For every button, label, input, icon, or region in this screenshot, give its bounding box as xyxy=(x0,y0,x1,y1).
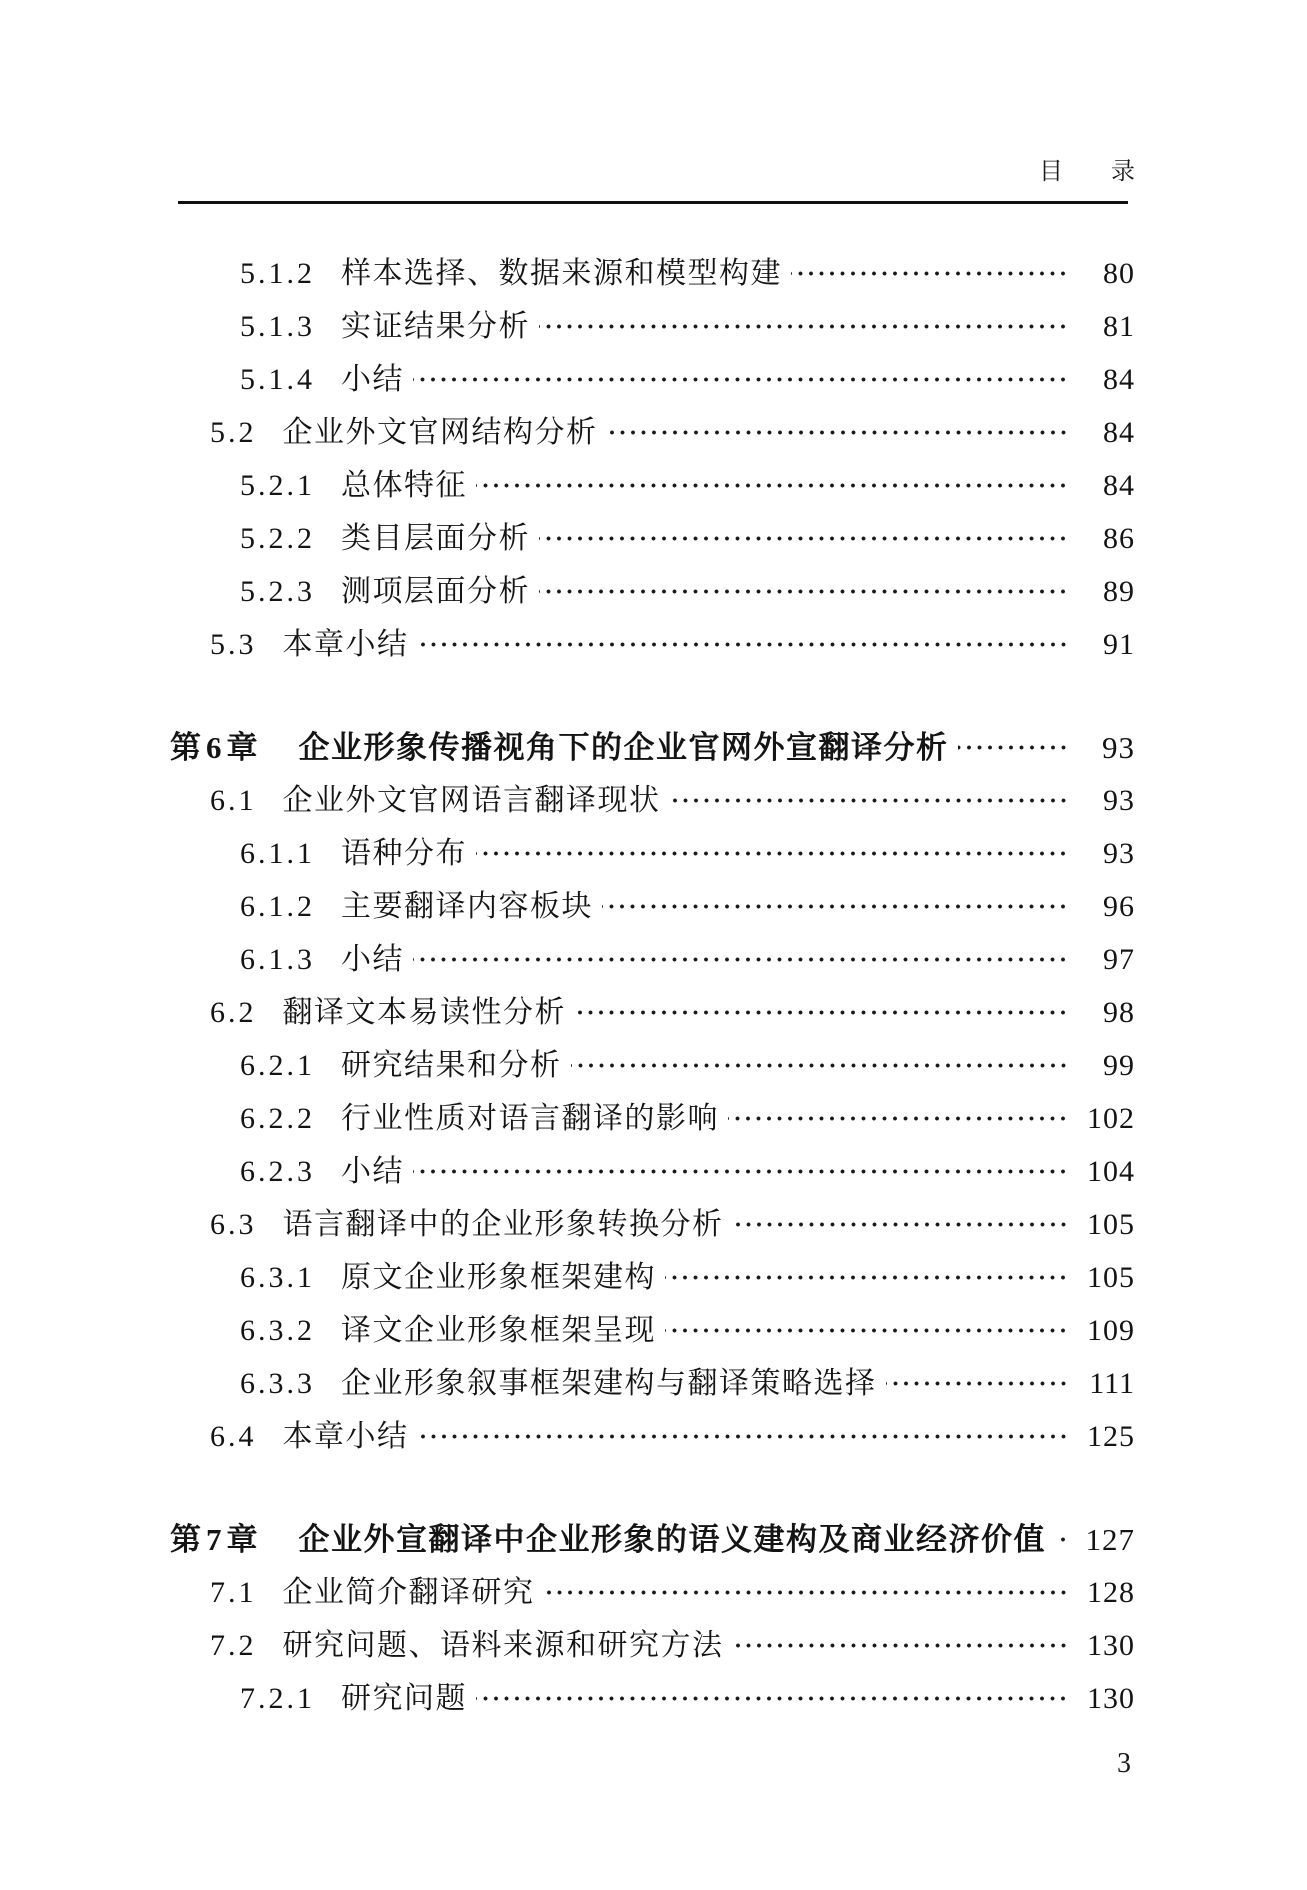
toc-leader-dots xyxy=(413,377,1071,382)
toc-entry xyxy=(0,1357,1135,1410)
toc-entry-number: 6.1.3 xyxy=(240,942,315,976)
toc-entry-number: 6.3.1 xyxy=(240,1260,315,1294)
toc-entry xyxy=(0,1410,1135,1463)
toc-entry-number: 7.1 xyxy=(210,1575,257,1609)
toc-leader-dots xyxy=(418,642,1072,647)
toc-entry-title: 样本选择、数据来源和模型构建 xyxy=(341,256,782,290)
toc-entry-page: 125 xyxy=(1087,1419,1135,1453)
toc-entry-title: 小结 xyxy=(341,362,404,396)
toc-entry-title: 语种分布 xyxy=(341,836,467,870)
toc-entry-page: 93 xyxy=(1103,783,1135,817)
toc-leader-dots xyxy=(670,798,1072,803)
toc-entry-title: 研究问题、语料来源和研究方法 xyxy=(282,1628,724,1662)
toc-entry-title: 翻译文本易读性分析 xyxy=(282,995,566,1029)
toc-entry xyxy=(0,459,1135,512)
toc-leader-dots xyxy=(791,271,1071,276)
toc-leader-dots xyxy=(539,589,1071,594)
toc-leader-dots xyxy=(607,430,1072,435)
toc-entry xyxy=(0,721,1135,774)
toc-entry xyxy=(0,1145,1135,1198)
toc-entry-title: 企业外宣翻译中企业形象的语义建构及商业经济价值 xyxy=(298,1522,1046,1557)
toc-entry xyxy=(0,353,1135,406)
toc-leader-dots xyxy=(958,745,1072,750)
toc-entry-title: 企业形象传播视角下的企业官网外宣翻译分析 xyxy=(298,730,949,765)
toc-entry-number: 6.1.2 xyxy=(240,889,315,923)
toc-entry-page: 96 xyxy=(1103,889,1135,923)
toc-entry xyxy=(0,1198,1135,1251)
toc-entry-page: 104 xyxy=(1087,1154,1135,1188)
toc-entry-title: 研究问题 xyxy=(341,1681,467,1715)
toc-entry-title: 实证结果分析 xyxy=(341,309,530,343)
toc-entry-page: 84 xyxy=(1103,415,1135,449)
toc-entry-page: 99 xyxy=(1103,1048,1135,1082)
toc-leader-dots xyxy=(539,324,1071,329)
toc-entry-title: 企业外文官网语言翻译现状 xyxy=(282,783,661,817)
toc-entry-page: 105 xyxy=(1087,1207,1135,1241)
toc-entry xyxy=(0,1566,1135,1619)
toc-entry-number: 6.3.3 xyxy=(240,1366,315,1400)
toc-entry-page: 130 xyxy=(1087,1681,1135,1715)
toc-leader-dots xyxy=(575,1010,1071,1015)
toc-entry-number: 6.2.3 xyxy=(240,1154,315,1188)
toc-entry-page: 93 xyxy=(1102,730,1135,765)
toc-leader-dots xyxy=(886,1381,1072,1386)
toc-entry-page: 93 xyxy=(1103,836,1135,870)
toc-list xyxy=(0,247,1307,1725)
page-header-title: 目 录 xyxy=(1039,159,1135,185)
toc-entry xyxy=(0,247,1135,300)
toc-leader-dots xyxy=(733,1222,1072,1227)
toc-entry-number: 7.2.1 xyxy=(240,1681,315,1715)
toc-entry-number: 第7章 xyxy=(170,1522,263,1557)
toc-entry-title: 原文企业形象框架建构 xyxy=(341,1260,656,1294)
toc-entry-page: 111 xyxy=(1089,1366,1135,1400)
toc-entry-number: 6.3.2 xyxy=(240,1313,315,1347)
toc-entry-number: 6.2 xyxy=(210,995,257,1029)
toc-entry-title: 本章小结 xyxy=(282,1419,409,1453)
toc-entry xyxy=(0,1251,1135,1304)
toc-entry-number: 5.1.4 xyxy=(240,362,315,396)
toc-entry xyxy=(0,774,1135,827)
toc-leader-dots xyxy=(476,483,1071,488)
toc-entry-number: 6.2.1 xyxy=(240,1048,315,1082)
toc-entry-page: 84 xyxy=(1103,468,1135,502)
toc-leader-dots xyxy=(413,1169,1071,1174)
toc-entry xyxy=(0,880,1135,933)
toc-entry-page: 97 xyxy=(1103,942,1135,976)
toc-entry-number: 第6章 xyxy=(170,730,263,765)
toc-entry-page: 84 xyxy=(1103,362,1135,396)
toc-entry-number: 5.2 xyxy=(210,415,257,449)
toc-entry xyxy=(0,300,1135,353)
toc-entry-number: 6.2.2 xyxy=(240,1101,315,1135)
toc-leader-dots xyxy=(665,1275,1071,1280)
toc-entry-title: 小结 xyxy=(341,1154,404,1188)
toc-entry-page: 109 xyxy=(1087,1313,1135,1347)
toc-entry xyxy=(0,933,1135,986)
toc-entry-title: 行业性质对语言翻译的影响 xyxy=(341,1101,719,1135)
toc-leader-dots xyxy=(665,1328,1071,1333)
toc-entry xyxy=(0,827,1135,880)
toc-leader-dots xyxy=(544,1590,1072,1595)
toc-entry-page: 80 xyxy=(1103,256,1135,290)
toc-entry-number: 7.2 xyxy=(210,1628,257,1662)
toc-entry-page: 102 xyxy=(1087,1101,1135,1135)
toc-leader-dots xyxy=(1055,1537,1071,1542)
toc-leader-dots xyxy=(476,851,1071,856)
toc-entry xyxy=(0,406,1135,459)
header-rule xyxy=(178,201,1128,204)
toc-entry-number: 5.2.1 xyxy=(240,468,315,502)
toc-leader-dots xyxy=(602,904,1071,909)
toc-entry-page: 128 xyxy=(1087,1575,1135,1609)
toc-entry xyxy=(0,1039,1135,1092)
toc-entry-title: 主要翻译内容板块 xyxy=(341,889,593,923)
toc-entry-title: 测项层面分析 xyxy=(341,574,530,608)
toc-entry-title: 译文企业形象框架呈现 xyxy=(341,1313,656,1347)
toc-entry-page: 91 xyxy=(1103,627,1135,661)
toc-entry xyxy=(0,512,1135,565)
toc-leader-dots xyxy=(476,1696,1071,1701)
toc-leader-dots xyxy=(728,1116,1071,1121)
toc-entry-number: 6.4 xyxy=(210,1419,257,1453)
toc-entry-number: 6.3 xyxy=(210,1207,257,1241)
toc-leader-dots xyxy=(539,536,1071,541)
toc-entry-number: 5.2.2 xyxy=(240,521,315,555)
toc-entry-title: 本章小结 xyxy=(282,627,409,661)
toc-entry-page: 105 xyxy=(1087,1260,1135,1294)
toc-entry xyxy=(0,1092,1135,1145)
toc-entry-title: 企业外文官网结构分析 xyxy=(282,415,598,449)
toc-entry-number: 6.1.1 xyxy=(240,836,315,870)
toc-entry-page: 98 xyxy=(1103,995,1135,1029)
toc-entry xyxy=(0,1304,1135,1357)
toc-entry-page: 86 xyxy=(1103,521,1135,555)
toc-leader-dots xyxy=(413,957,1071,962)
toc-entry-number: 5.1.3 xyxy=(240,309,315,343)
toc-entry-page: 130 xyxy=(1087,1628,1135,1662)
toc-entry-title: 研究结果和分析 xyxy=(341,1048,562,1082)
toc-entry-title: 企业形象叙事框架建构与翻译策略选择 xyxy=(341,1366,877,1400)
toc-entry-page: 127 xyxy=(1085,1522,1135,1557)
toc-leader-dots xyxy=(733,1643,1072,1648)
toc-entry-title: 企业简介翻译研究 xyxy=(282,1575,535,1609)
page-number: 3 xyxy=(1117,1748,1131,1779)
toc-entry-title: 类目层面分析 xyxy=(341,521,530,555)
toc-entry-title: 总体特征 xyxy=(341,468,467,502)
toc-entry-title: 语言翻译中的企业形象转换分析 xyxy=(282,1207,724,1241)
toc-entry xyxy=(0,618,1135,671)
toc-entry xyxy=(0,1619,1135,1672)
toc-entry-title: 小结 xyxy=(341,942,404,976)
toc-entry-number: 6.1 xyxy=(210,783,257,817)
toc-leader-dots xyxy=(571,1063,1072,1068)
toc-entry-page: 81 xyxy=(1103,309,1135,343)
toc-entry-page: 89 xyxy=(1103,574,1135,608)
toc-entry xyxy=(0,565,1135,618)
toc-entry xyxy=(0,986,1135,1039)
toc-entry xyxy=(0,1513,1135,1566)
toc-entry-number: 5.2.3 xyxy=(240,574,315,608)
toc-entry-number: 5.1.2 xyxy=(240,256,315,290)
toc-leader-dots xyxy=(418,1434,1072,1439)
toc-entry xyxy=(0,1672,1135,1725)
toc-entry-number: 5.3 xyxy=(210,627,257,661)
